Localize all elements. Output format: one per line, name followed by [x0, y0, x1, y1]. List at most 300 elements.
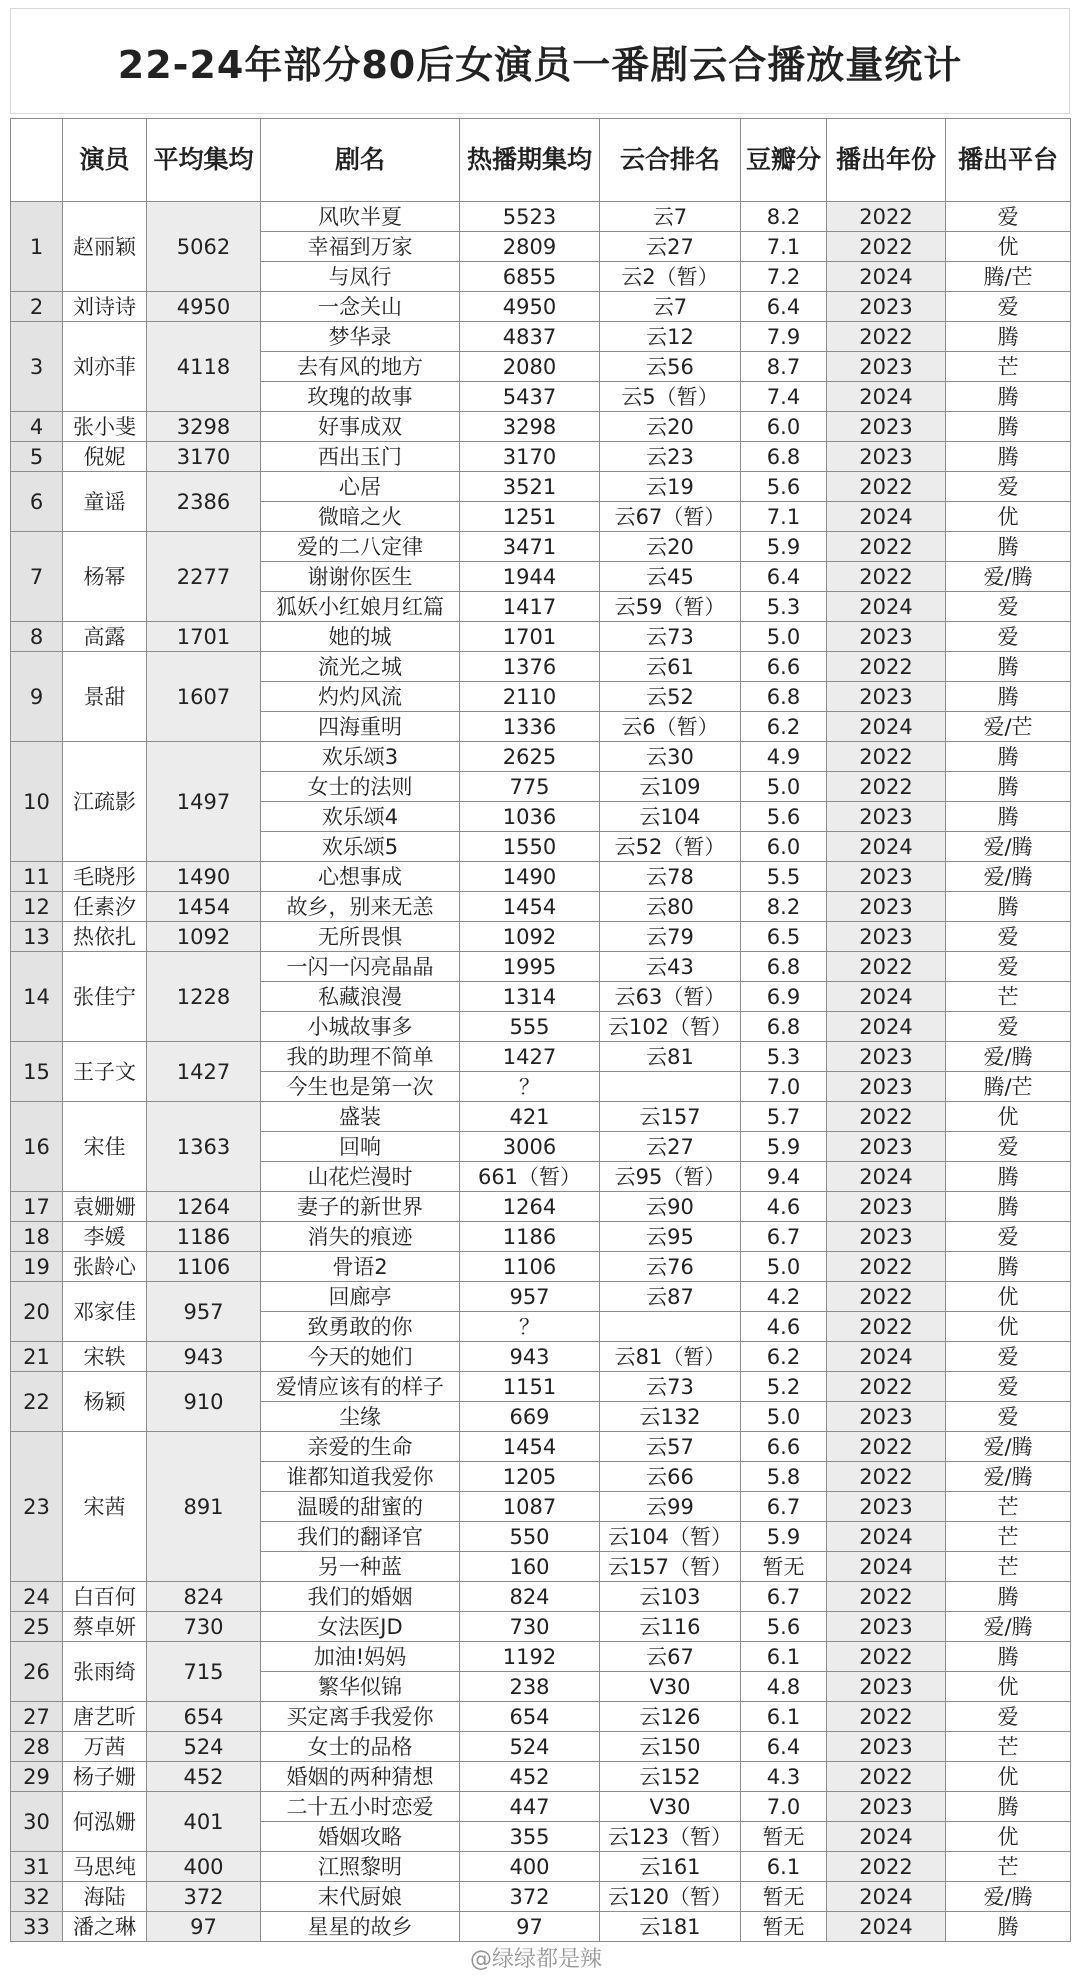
page-title: 22-24年部分80后女演员一番剧云合播放量统计 [117, 42, 963, 87]
average-cell: 3170 [147, 442, 261, 472]
douban-score-cell: 6.4 [741, 562, 827, 592]
rank-cell: 24 [11, 1582, 63, 1612]
douban-score-cell: 5.0 [741, 622, 827, 652]
header-actor: 演员 [63, 119, 147, 202]
yunhe-rank-cell: 云120（暂） [600, 1882, 741, 1912]
drama-title-cell: 二十五小时恋爱 [261, 1792, 460, 1822]
episode-average-cell: 1550 [460, 832, 600, 862]
average-cell: 1427 [147, 1042, 261, 1102]
actor-cell: 赵丽颖 [63, 202, 147, 292]
episode-average-cell: 2110 [460, 682, 600, 712]
actor-cell: 童谣 [63, 472, 147, 532]
platform-cell: 芒 [946, 352, 1071, 382]
table-row [11, 1852, 1071, 1882]
episode-average-cell: 943 [460, 1342, 600, 1372]
douban-score-cell: 5.6 [741, 472, 827, 502]
average-cell: 97 [147, 1912, 261, 1942]
douban-score-cell: 8.2 [741, 892, 827, 922]
year-cell: 2022 [827, 232, 946, 262]
douban-score-cell: 5.6 [741, 802, 827, 832]
yunhe-rank-cell: 云52（暂） [600, 832, 741, 862]
episode-average-cell: 730 [460, 1612, 600, 1642]
year-cell: 2024 [827, 502, 946, 532]
table-row [11, 1222, 1071, 1252]
year-cell: 2023 [827, 1492, 946, 1522]
yunhe-rank-cell: 云73 [600, 622, 741, 652]
year-cell: 2022 [827, 772, 946, 802]
year-cell: 2023 [827, 1612, 946, 1642]
douban-score-cell: 6.0 [741, 832, 827, 862]
episode-average-cell: 550 [460, 1522, 600, 1552]
platform-cell: 优 [946, 232, 1071, 262]
platform-cell: 腾 [946, 1582, 1071, 1612]
year-cell: 2022 [827, 1252, 946, 1282]
drama-title-cell: 谢谢你医生 [261, 562, 460, 592]
year-cell: 2022 [827, 472, 946, 502]
platform-cell: 爱/腾 [946, 1042, 1071, 1072]
platform-cell: 爱/腾 [946, 1882, 1071, 1912]
table-row [11, 922, 1071, 952]
drama-title-cell: 灼灼风流 [261, 682, 460, 712]
episode-average-cell: 654 [460, 1702, 600, 1732]
yunhe-rank-cell: 云78 [600, 862, 741, 892]
yunhe-rank-cell: 云43 [600, 952, 741, 982]
rank-cell: 1 [11, 202, 63, 292]
episode-average-cell: 1427 [460, 1042, 600, 1072]
drama-title-cell: 幸福到万家 [261, 232, 460, 262]
average-cell: 2277 [147, 532, 261, 622]
rank-cell: 12 [11, 892, 63, 922]
drama-title-cell: 骨语2 [261, 1252, 460, 1282]
drama-title-cell: 心居 [261, 472, 460, 502]
actor-cell: 白百何 [63, 1582, 147, 1612]
table-row [11, 1792, 1071, 1822]
yunhe-rank-cell: 云23 [600, 442, 741, 472]
platform-cell: 爱/腾 [946, 862, 1071, 892]
actor-cell: 刘亦菲 [63, 322, 147, 412]
yunhe-rank-cell: 云104 [600, 802, 741, 832]
douban-score-cell: 6.1 [741, 1642, 827, 1672]
platform-cell: 腾 [946, 1192, 1071, 1222]
douban-score-cell: 8.7 [741, 352, 827, 382]
year-cell: 2023 [827, 1132, 946, 1162]
table-body [11, 202, 1071, 1942]
episode-average-cell: 3471 [460, 532, 600, 562]
rank-cell: 33 [11, 1912, 63, 1942]
stats-table [10, 118, 1071, 1942]
drama-title-cell: 我们的婚姻 [261, 1582, 460, 1612]
average-cell: 1454 [147, 892, 261, 922]
platform-cell: 爱 [946, 922, 1071, 952]
year-cell: 2024 [827, 1012, 946, 1042]
average-cell: 715 [147, 1642, 261, 1702]
average-cell: 1228 [147, 952, 261, 1042]
drama-title-cell: 去有风的地方 [261, 352, 460, 382]
platform-cell: 腾 [946, 412, 1071, 442]
drama-title-cell: 我们的翻译官 [261, 1522, 460, 1552]
platform-cell: 腾 [946, 1252, 1071, 1282]
drama-title-cell: 一闪一闪亮晶晶 [261, 952, 460, 982]
year-cell: 2023 [827, 442, 946, 472]
episode-average-cell: 3006 [460, 1132, 600, 1162]
year-cell: 2024 [827, 1552, 946, 1582]
douban-score-cell: 4.9 [741, 742, 827, 772]
douban-score-cell: 5.9 [741, 1132, 827, 1162]
douban-score-cell: 9.4 [741, 1162, 827, 1192]
year-cell: 2024 [827, 592, 946, 622]
actor-cell: 毛晓彤 [63, 862, 147, 892]
header-douban-score: 豆瓣分 [741, 119, 827, 202]
douban-score-cell: 6.4 [741, 292, 827, 322]
douban-score-cell: 6.8 [741, 682, 827, 712]
yunhe-rank-cell: 云79 [600, 922, 741, 952]
yunhe-rank-cell: 云95 [600, 1222, 741, 1252]
average-cell: 1490 [147, 862, 261, 892]
year-cell: 2022 [827, 1462, 946, 1492]
yunhe-rank-cell: 云123（暂） [600, 1822, 741, 1852]
table-row [11, 622, 1071, 652]
yunhe-rank-cell: 云81 [600, 1042, 741, 1072]
drama-title-cell: 买定离手我爱你 [261, 1702, 460, 1732]
actor-cell: 唐艺昕 [63, 1702, 147, 1732]
year-cell: 2022 [827, 532, 946, 562]
yunhe-rank-cell: 云52 [600, 682, 741, 712]
yunhe-rank-cell: 云61 [600, 652, 741, 682]
drama-title-cell: 亲爱的生命 [261, 1432, 460, 1462]
drama-title-cell: 回响 [261, 1132, 460, 1162]
drama-title-cell: 西出玉门 [261, 442, 460, 472]
average-cell: 372 [147, 1882, 261, 1912]
douban-score-cell: 6.8 [741, 1012, 827, 1042]
episode-average-cell: 957 [460, 1282, 600, 1312]
episode-average-cell: 4950 [460, 292, 600, 322]
year-cell: 2023 [827, 1402, 946, 1432]
platform-cell: 腾 [946, 1162, 1071, 1192]
douban-score-cell: 6.6 [741, 1432, 827, 1462]
platform-cell: 腾 [946, 1792, 1071, 1822]
rank-cell: 11 [11, 862, 63, 892]
episode-average-cell: 160 [460, 1552, 600, 1582]
episode-average-cell: 238 [460, 1672, 600, 1702]
year-cell: 2023 [827, 622, 946, 652]
drama-title-cell: 江照黎明 [261, 1852, 460, 1882]
platform-cell: 爱 [946, 1702, 1071, 1732]
episode-average-cell: 1186 [460, 1222, 600, 1252]
drama-title-cell: 妻子的新世界 [261, 1192, 460, 1222]
douban-score-cell: 7.1 [741, 502, 827, 532]
douban-score-cell: 暂无 [741, 1912, 827, 1942]
platform-cell: 腾 [946, 742, 1071, 772]
platform-cell: 腾 [946, 322, 1071, 352]
platform-cell: 爱 [946, 1372, 1071, 1402]
yunhe-rank-cell: 云109 [600, 772, 741, 802]
header-average: 平均集均 [147, 119, 261, 202]
drama-title-cell: 我的助理不简单 [261, 1042, 460, 1072]
episode-average-cell: 1417 [460, 592, 600, 622]
rank-cell: 23 [11, 1432, 63, 1582]
rank-cell: 22 [11, 1372, 63, 1432]
episode-average-cell: 1995 [460, 952, 600, 982]
rank-cell: 20 [11, 1282, 63, 1342]
average-cell: 730 [147, 1612, 261, 1642]
average-cell: 1106 [147, 1252, 261, 1282]
episode-average-cell: 1251 [460, 502, 600, 532]
yunhe-rank-cell: 云30 [600, 742, 741, 772]
episode-average-cell: 1376 [460, 652, 600, 682]
episode-average-cell: 2809 [460, 232, 600, 262]
platform-cell: 优 [946, 1822, 1071, 1852]
douban-score-cell: 6.1 [741, 1852, 827, 1882]
yunhe-rank-cell: 云76 [600, 1252, 741, 1282]
episode-average-cell: 1944 [460, 562, 600, 592]
year-cell: 2024 [827, 982, 946, 1012]
average-cell: 1701 [147, 622, 261, 652]
episode-average-cell: 669 [460, 1402, 600, 1432]
episode-average-cell: 824 [460, 1582, 600, 1612]
episode-average-cell: 1336 [460, 712, 600, 742]
average-cell: 1497 [147, 742, 261, 862]
platform-cell: 优 [946, 1672, 1071, 1702]
platform-cell: 优 [946, 1762, 1071, 1792]
table-row [11, 1912, 1071, 1942]
drama-title-cell: 谁都知道我爱你 [261, 1462, 460, 1492]
rank-cell: 4 [11, 412, 63, 442]
platform-cell: 腾 [946, 382, 1071, 412]
episode-average-cell: 97 [460, 1912, 600, 1942]
drama-title-cell: 女士的品格 [261, 1732, 460, 1762]
platform-cell: 芒 [946, 1552, 1071, 1582]
douban-score-cell: 6.6 [741, 652, 827, 682]
drama-title-cell: 心想事成 [261, 862, 460, 892]
rank-cell: 21 [11, 1342, 63, 1372]
average-cell: 1186 [147, 1222, 261, 1252]
drama-title-cell: 消失的痕迹 [261, 1222, 460, 1252]
rank-cell: 29 [11, 1762, 63, 1792]
header-year: 播出年份 [827, 119, 946, 202]
episode-average-cell: 5437 [460, 382, 600, 412]
average-cell: 4118 [147, 322, 261, 412]
table-row [11, 1342, 1071, 1372]
yunhe-rank-cell: 云27 [600, 1132, 741, 1162]
platform-cell: 腾/芒 [946, 262, 1071, 292]
year-cell: 2022 [827, 1642, 946, 1672]
episode-average-cell: 6855 [460, 262, 600, 292]
year-cell: 2023 [827, 1192, 946, 1222]
year-cell: 2023 [827, 1072, 946, 1102]
rank-cell: 25 [11, 1612, 63, 1642]
rank-cell: 7 [11, 532, 63, 622]
drama-title-cell: 梦华录 [261, 322, 460, 352]
header-platform: 播出平台 [946, 119, 1071, 202]
actor-cell: 杨颖 [63, 1372, 147, 1432]
episode-average-cell: 3298 [460, 412, 600, 442]
episode-average-cell: 661（暂） [460, 1162, 600, 1192]
average-cell: 1363 [147, 1102, 261, 1192]
table-row [11, 1882, 1071, 1912]
year-cell: 2023 [827, 1792, 946, 1822]
yunhe-rank-cell: 云63（暂） [600, 982, 741, 1012]
platform-cell: 爱 [946, 1012, 1071, 1042]
drama-title-cell: 一念关山 [261, 292, 460, 322]
yunhe-rank-cell: 云7 [600, 292, 741, 322]
platform-cell: 腾 [946, 1912, 1071, 1942]
yunhe-rank-cell: 云2（暂） [600, 262, 741, 292]
actor-cell: 张雨绮 [63, 1642, 147, 1702]
year-cell: 2024 [827, 712, 946, 742]
yunhe-rank-cell: 云161 [600, 1852, 741, 1882]
episode-average-cell: 3521 [460, 472, 600, 502]
episode-average-cell: 1036 [460, 802, 600, 832]
drama-title-cell: 繁华似锦 [261, 1672, 460, 1702]
table-row [11, 742, 1071, 772]
year-cell: 2022 [827, 1282, 946, 1312]
douban-score-cell: 5.8 [741, 1462, 827, 1492]
douban-score-cell: 7.0 [741, 1792, 827, 1822]
average-cell: 5062 [147, 202, 261, 292]
drama-title-cell: 狐妖小红娘月红篇 [261, 592, 460, 622]
actor-cell: 张佳宁 [63, 952, 147, 1042]
yunhe-rank-cell: 云95（暂） [600, 1162, 741, 1192]
platform-cell: 爱 [946, 622, 1071, 652]
year-cell: 2023 [827, 412, 946, 442]
table-row [11, 1192, 1071, 1222]
episode-average-cell: 421 [460, 1102, 600, 1132]
actor-cell: 马思纯 [63, 1852, 147, 1882]
rank-cell: 30 [11, 1792, 63, 1852]
actor-cell: 宋佳 [63, 1102, 147, 1192]
actor-cell: 江疏影 [63, 742, 147, 862]
table-row [11, 1702, 1071, 1732]
platform-cell: 爱 [946, 952, 1071, 982]
average-cell: 3298 [147, 412, 261, 442]
douban-score-cell: 7.4 [741, 382, 827, 412]
average-cell: 400 [147, 1852, 261, 1882]
average-cell: 401 [147, 1792, 261, 1852]
douban-score-cell: 5.3 [741, 592, 827, 622]
drama-title-cell: 致勇敢的你 [261, 1312, 460, 1342]
douban-score-cell: 5.0 [741, 1252, 827, 1282]
yunhe-rank-cell: 云132 [600, 1402, 741, 1432]
douban-score-cell: 7.1 [741, 232, 827, 262]
drama-title-cell: 回廊亭 [261, 1282, 460, 1312]
douban-score-cell: 7.2 [741, 262, 827, 292]
rank-cell: 14 [11, 952, 63, 1042]
actor-cell: 张龄心 [63, 1252, 147, 1282]
episode-average-cell: 1314 [460, 982, 600, 1012]
rank-cell: 5 [11, 442, 63, 472]
yunhe-rank-cell: 云56 [600, 352, 741, 382]
drama-title-cell: 盛装 [261, 1102, 460, 1132]
year-cell: 2022 [827, 1102, 946, 1132]
platform-cell: 爱/芒 [946, 712, 1071, 742]
yunhe-rank-cell: 云59（暂） [600, 592, 741, 622]
platform-cell: 爱 [946, 472, 1071, 502]
platform-cell: 爱/腾 [946, 832, 1071, 862]
douban-score-cell: 5.5 [741, 862, 827, 892]
douban-score-cell: 5.2 [741, 1372, 827, 1402]
episode-average-cell: 400 [460, 1852, 600, 1882]
table-row [11, 892, 1071, 922]
platform-cell: 优 [946, 1102, 1071, 1132]
douban-score-cell: 6.8 [741, 952, 827, 982]
actor-cell: 海陆 [63, 1882, 147, 1912]
year-cell: 2022 [827, 562, 946, 592]
episode-average-cell: 1192 [460, 1642, 600, 1672]
yunhe-rank-cell: 云20 [600, 412, 741, 442]
episode-average-cell: 775 [460, 772, 600, 802]
year-cell: 2023 [827, 862, 946, 892]
yunhe-rank-cell: 云67 [600, 1642, 741, 1672]
douban-score-cell: 6.7 [741, 1582, 827, 1612]
average-cell: 524 [147, 1732, 261, 1762]
year-cell: 2024 [827, 1342, 946, 1372]
drama-title-cell: 星星的故乡 [261, 1912, 460, 1942]
table-row [11, 532, 1071, 562]
header-row [11, 119, 1071, 202]
douban-score-cell: 7.9 [741, 322, 827, 352]
watermark: @绿绿都是辣 [470, 1947, 603, 1972]
drama-title-cell: 好事成双 [261, 412, 460, 442]
rank-cell: 9 [11, 652, 63, 742]
average-cell: 910 [147, 1372, 261, 1432]
episode-average-cell: 1454 [460, 1432, 600, 1462]
yunhe-rank-cell: 云104（暂） [600, 1522, 741, 1552]
episode-average-cell: ？ [460, 1072, 600, 1102]
drama-title-cell: 欢乐颂5 [261, 832, 460, 862]
episode-average-cell: 1106 [460, 1252, 600, 1282]
year-cell: 2024 [827, 382, 946, 412]
yunhe-rank-cell: 云67（暂） [600, 502, 741, 532]
year-cell: 2022 [827, 652, 946, 682]
platform-cell: 爱 [946, 292, 1071, 322]
table-row [11, 652, 1071, 682]
year-cell: 2024 [827, 1522, 946, 1552]
episode-average-cell: ？ [460, 1312, 600, 1342]
platform-cell: 腾 [946, 652, 1071, 682]
platform-cell: 腾 [946, 532, 1071, 562]
actor-cell: 高露 [63, 622, 147, 652]
episode-average-cell: 5523 [460, 202, 600, 232]
douban-score-cell: 6.8 [741, 442, 827, 472]
actor-cell: 袁姗姗 [63, 1192, 147, 1222]
header-rank [11, 119, 63, 202]
platform-cell: 芒 [946, 982, 1071, 1012]
douban-score-cell: 6.2 [741, 712, 827, 742]
year-cell: 2022 [827, 952, 946, 982]
table-row [11, 1762, 1071, 1792]
douban-score-cell: 5.0 [741, 1402, 827, 1432]
yunhe-rank-cell: 云181 [600, 1912, 741, 1942]
episode-average-cell: 1454 [460, 892, 600, 922]
douban-score-cell: 6.4 [741, 1732, 827, 1762]
platform-cell: 优 [946, 502, 1071, 532]
actor-cell: 宋轶 [63, 1342, 147, 1372]
drama-title-cell: 山花烂漫时 [261, 1162, 460, 1192]
drama-title-cell: 女法医JD [261, 1612, 460, 1642]
episode-average-cell: 372 [460, 1882, 600, 1912]
platform-cell: 芒 [946, 1492, 1071, 1522]
platform-cell: 芒 [946, 1852, 1071, 1882]
platform-cell: 爱/腾 [946, 562, 1071, 592]
table-row [11, 322, 1071, 352]
yunhe-rank-cell: 云27 [600, 232, 741, 262]
platform-cell: 腾 [946, 772, 1071, 802]
drama-title-cell: 玫瑰的故事 [261, 382, 460, 412]
drama-title-cell: 流光之城 [261, 652, 460, 682]
platform-cell: 爱 [946, 202, 1071, 232]
year-cell: 2024 [827, 1912, 946, 1942]
yunhe-rank-cell: 云157 [600, 1102, 741, 1132]
